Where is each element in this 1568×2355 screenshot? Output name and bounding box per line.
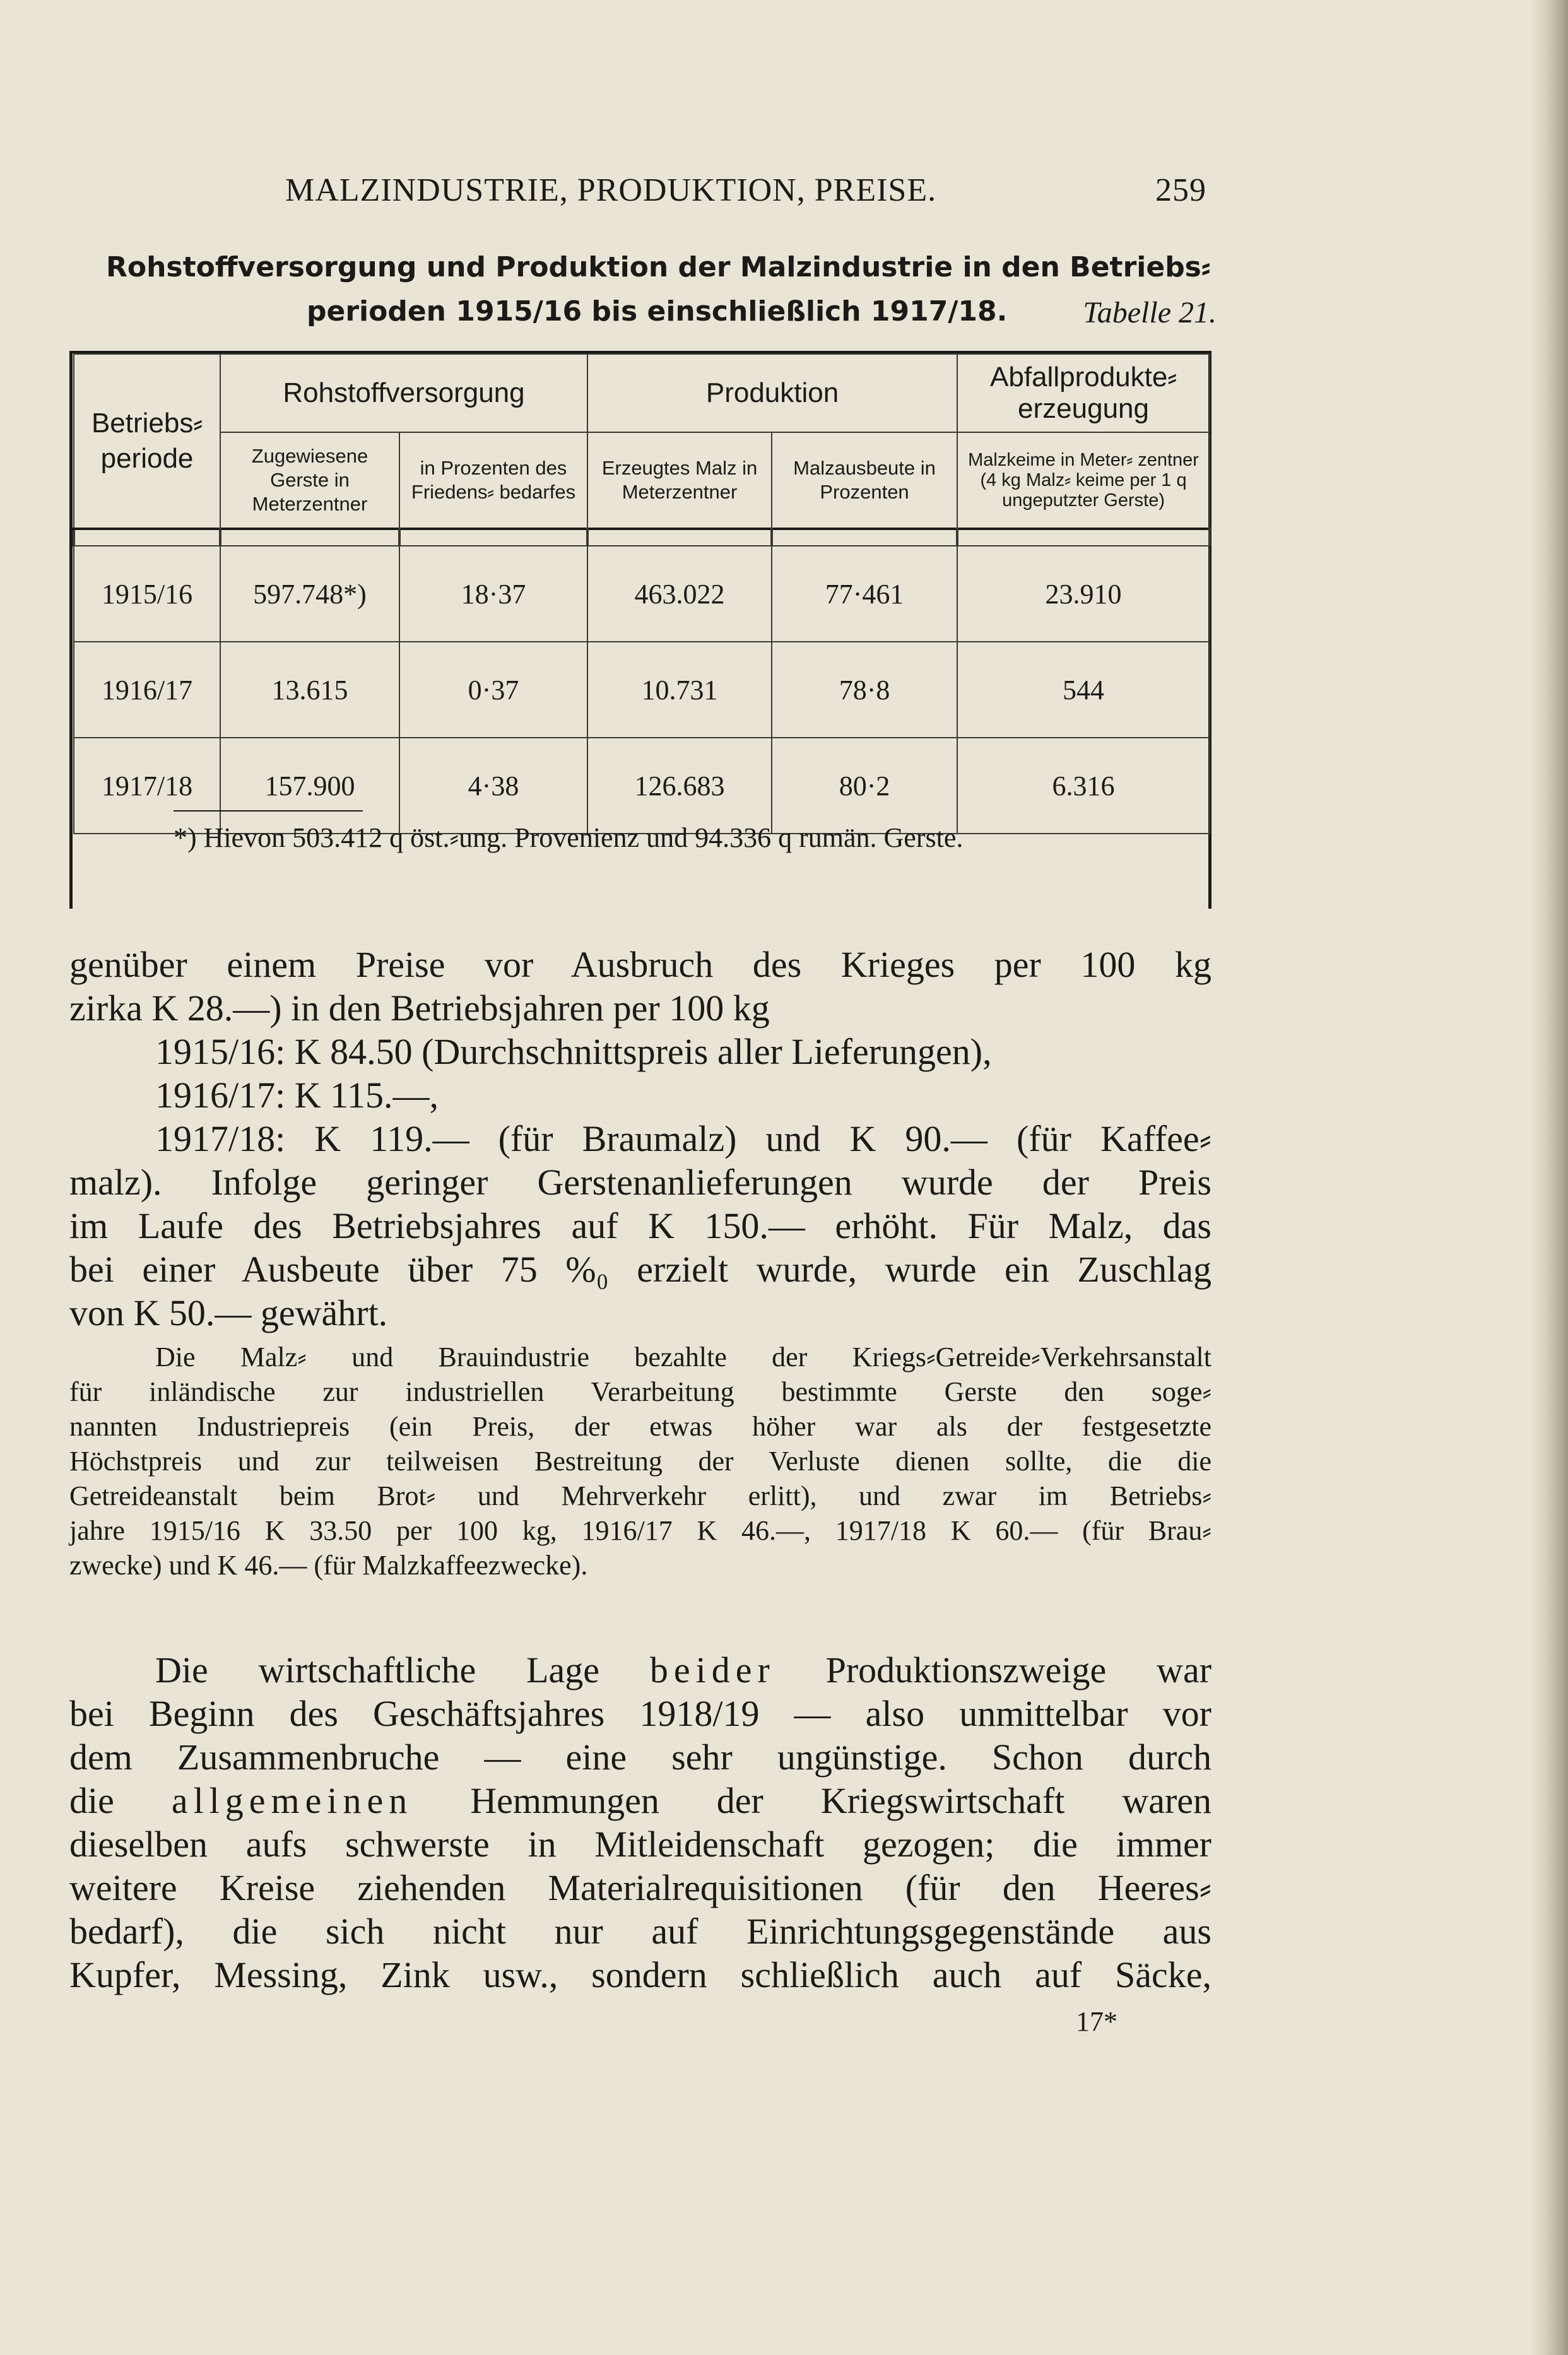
data-table-frame: [69, 351, 1211, 909]
table-label: Tabelle 21.: [1083, 296, 1217, 329]
cell-prozent: 0·37: [399, 642, 587, 738]
table-row: [74, 738, 1210, 834]
paragraph-prices: [69, 943, 1211, 1335]
text-segment: Hemmungen der Kriegswirtschaft waren: [413, 1780, 1212, 1821]
footnote-rule: [174, 810, 363, 812]
text-line: jahre 1915/16 K 33.50 per 100 kg, 1916/17 K 46.—, 1917/18 K 60.— (für Brau⸗: [69, 1515, 1211, 1546]
header-rohstoff: Rohstoffversorgung: [220, 354, 587, 432]
text-segment: Produktionszweige war: [775, 1650, 1212, 1691]
text-line: dieselben aufs schwerste in Mitleidenschaft gezogen; die immer: [69, 1824, 1211, 1865]
header-produktion: Produktion: [587, 354, 957, 432]
text-line: Die Malz⸗ und Brauindustrie bezahlte der Kriegs⸗Getreide⸗Verkehrsanstalt: [155, 1342, 1211, 1372]
table-footnote: [174, 822, 1196, 854]
signature-mark: 17*: [1076, 2006, 1117, 2037]
text-segment: Die wirtschaftliche Lage: [155, 1650, 650, 1691]
cell-period: 1916/17: [74, 642, 220, 738]
subheader-gerste: Zugewiesene Gerste in Meterzentner: [220, 432, 399, 529]
text-line: bei Beginn des Geschäftsjahres 1918/19 — also unmittelbar vor: [69, 1693, 1211, 1734]
page-number: 259: [1155, 172, 1206, 208]
text-line: zwecke) und K 46.— (für Malzkaffeezwecke).: [69, 1550, 588, 1581]
text-line: Höchstpreis und zur teilweisen Bestreitung der Verluste dienen sollte, die die: [69, 1446, 1211, 1477]
text-line: für inländische zur industriellen Verarbeitung bestimmte Gerste den soge⸗: [69, 1376, 1211, 1407]
text-line: Getreideanstalt beim Brot⸗ und Mehrverkehr erlitt), und zwar im Betriebs⸗: [69, 1480, 1211, 1511]
table-row: [74, 546, 1210, 642]
caption-line-1: Rohstoffversorgung und Produktion der Malzindustrie in den Betriebs⸗: [106, 251, 1211, 283]
paragraph-industriepreis: [69, 1340, 1211, 1583]
paragraph-lage: [69, 1648, 1211, 1997]
text-line: von K 50.— gewährt.: [69, 1292, 388, 1333]
subheader-prozent: in Prozenten des Friedens⸗ bedarfes: [399, 432, 587, 529]
subheader-malz: Erzeugtes Malz in Meterzentner: [587, 432, 772, 529]
text-line: nannten Industriepreis (ein Preis, der etwas höher war als der festgesetzte: [69, 1411, 1211, 1442]
table-row: [74, 642, 1210, 738]
cell-keime: 544: [957, 642, 1210, 738]
text-line: bedarf), die sich nicht nur auf Einrichtungsgegenstände aus: [69, 1911, 1211, 1952]
cell-gerste: 597.748*): [220, 546, 399, 642]
text-line: Kupfer, Messing, Zink usw., sondern schließlich auch auf Säcke,: [69, 1954, 1211, 1995]
emphasis-text: beider: [649, 1650, 775, 1691]
cell-ausbeute: 77·461: [772, 546, 957, 642]
cell-period: 1915/16: [74, 546, 220, 642]
page-edge: [1530, 0, 1568, 2355]
text-line: bei einer Ausbeute über 75 %₀ erzielt wurde, wurde ein Zuschlag: [69, 1249, 1211, 1290]
cell-period: 1917/18: [74, 738, 220, 834]
subheader-keime: Malzkeime in Meter⸗ zentner (4 kg Malz⸗ keime per 1 q ungeputzter Gerste): [957, 432, 1210, 529]
cell-gerste: 13.615: [220, 642, 399, 738]
cell-prozent: 18·37: [399, 546, 587, 642]
text-line: 1917/18: K 119.— (für Braumalz) und K 90.— (für Kaffee⸗: [155, 1118, 1211, 1159]
cell-malz: 126.683: [587, 738, 772, 834]
text-line: 1916/17: K 115.—,: [155, 1075, 439, 1116]
running-title: MALZINDUSTRIE, PRODUKTION, PREISE.: [285, 172, 937, 208]
text-line: zirka K 28.—) in den Betriebsjahren per 100 kg: [69, 988, 770, 1029]
cell-malz: 10.731: [587, 642, 772, 738]
header-period: Betriebs⸗ periode: [74, 354, 220, 529]
emphasis-text: allgemeinen: [171, 1780, 413, 1821]
caption-line-2: perioden 1915/16 bis einschließlich 1917/18.: [307, 295, 1008, 328]
running-head: [285, 172, 1206, 216]
cell-ausbeute: 78·8: [772, 642, 957, 738]
data-table: [73, 353, 1211, 834]
text-line: genüber einem Preise vor Ausbruch des Krieges per 100 kg: [69, 944, 1211, 985]
cell-gerste: 157.900: [220, 738, 399, 834]
text-line: malz). Infolge geringer Gerstenanlieferungen wurde der Preis: [69, 1162, 1211, 1203]
footnote-text: *) Hievon 503.412 q öst.⸗ung. Provenienz und 94.336 q rumän. Gerste.: [174, 822, 964, 853]
text-line: weitere Kreise ziehenden Materialrequisitionen (für den Heeres⸗: [69, 1867, 1211, 1908]
text-line: [69, 1648, 1211, 1692]
cell-ausbeute: 80·2: [772, 738, 957, 834]
subheader-ausbeute: Malzausbeute in Prozenten: [772, 432, 957, 529]
header-abfall: Abfallprodukte⸗ erzeugung: [957, 354, 1210, 432]
text-line: im Laufe des Betriebsjahres auf K 150.— erhöht. Für Malz, das: [69, 1205, 1211, 1246]
cell-prozent: 4·38: [399, 738, 587, 834]
cell-keime: 23.910: [957, 546, 1210, 642]
text-line: 1915/16: K 84.50 (Durchschnittspreis aller Lieferungen),: [155, 1031, 992, 1072]
text-line: dem Zusammenbruche — eine sehr ungünstige. Schon durch: [69, 1737, 1211, 1778]
cell-malz: 463.022: [587, 546, 772, 642]
cell-keime: 6.316: [957, 738, 1210, 834]
text-line: [69, 1779, 1211, 1822]
text-segment: die: [69, 1780, 172, 1821]
